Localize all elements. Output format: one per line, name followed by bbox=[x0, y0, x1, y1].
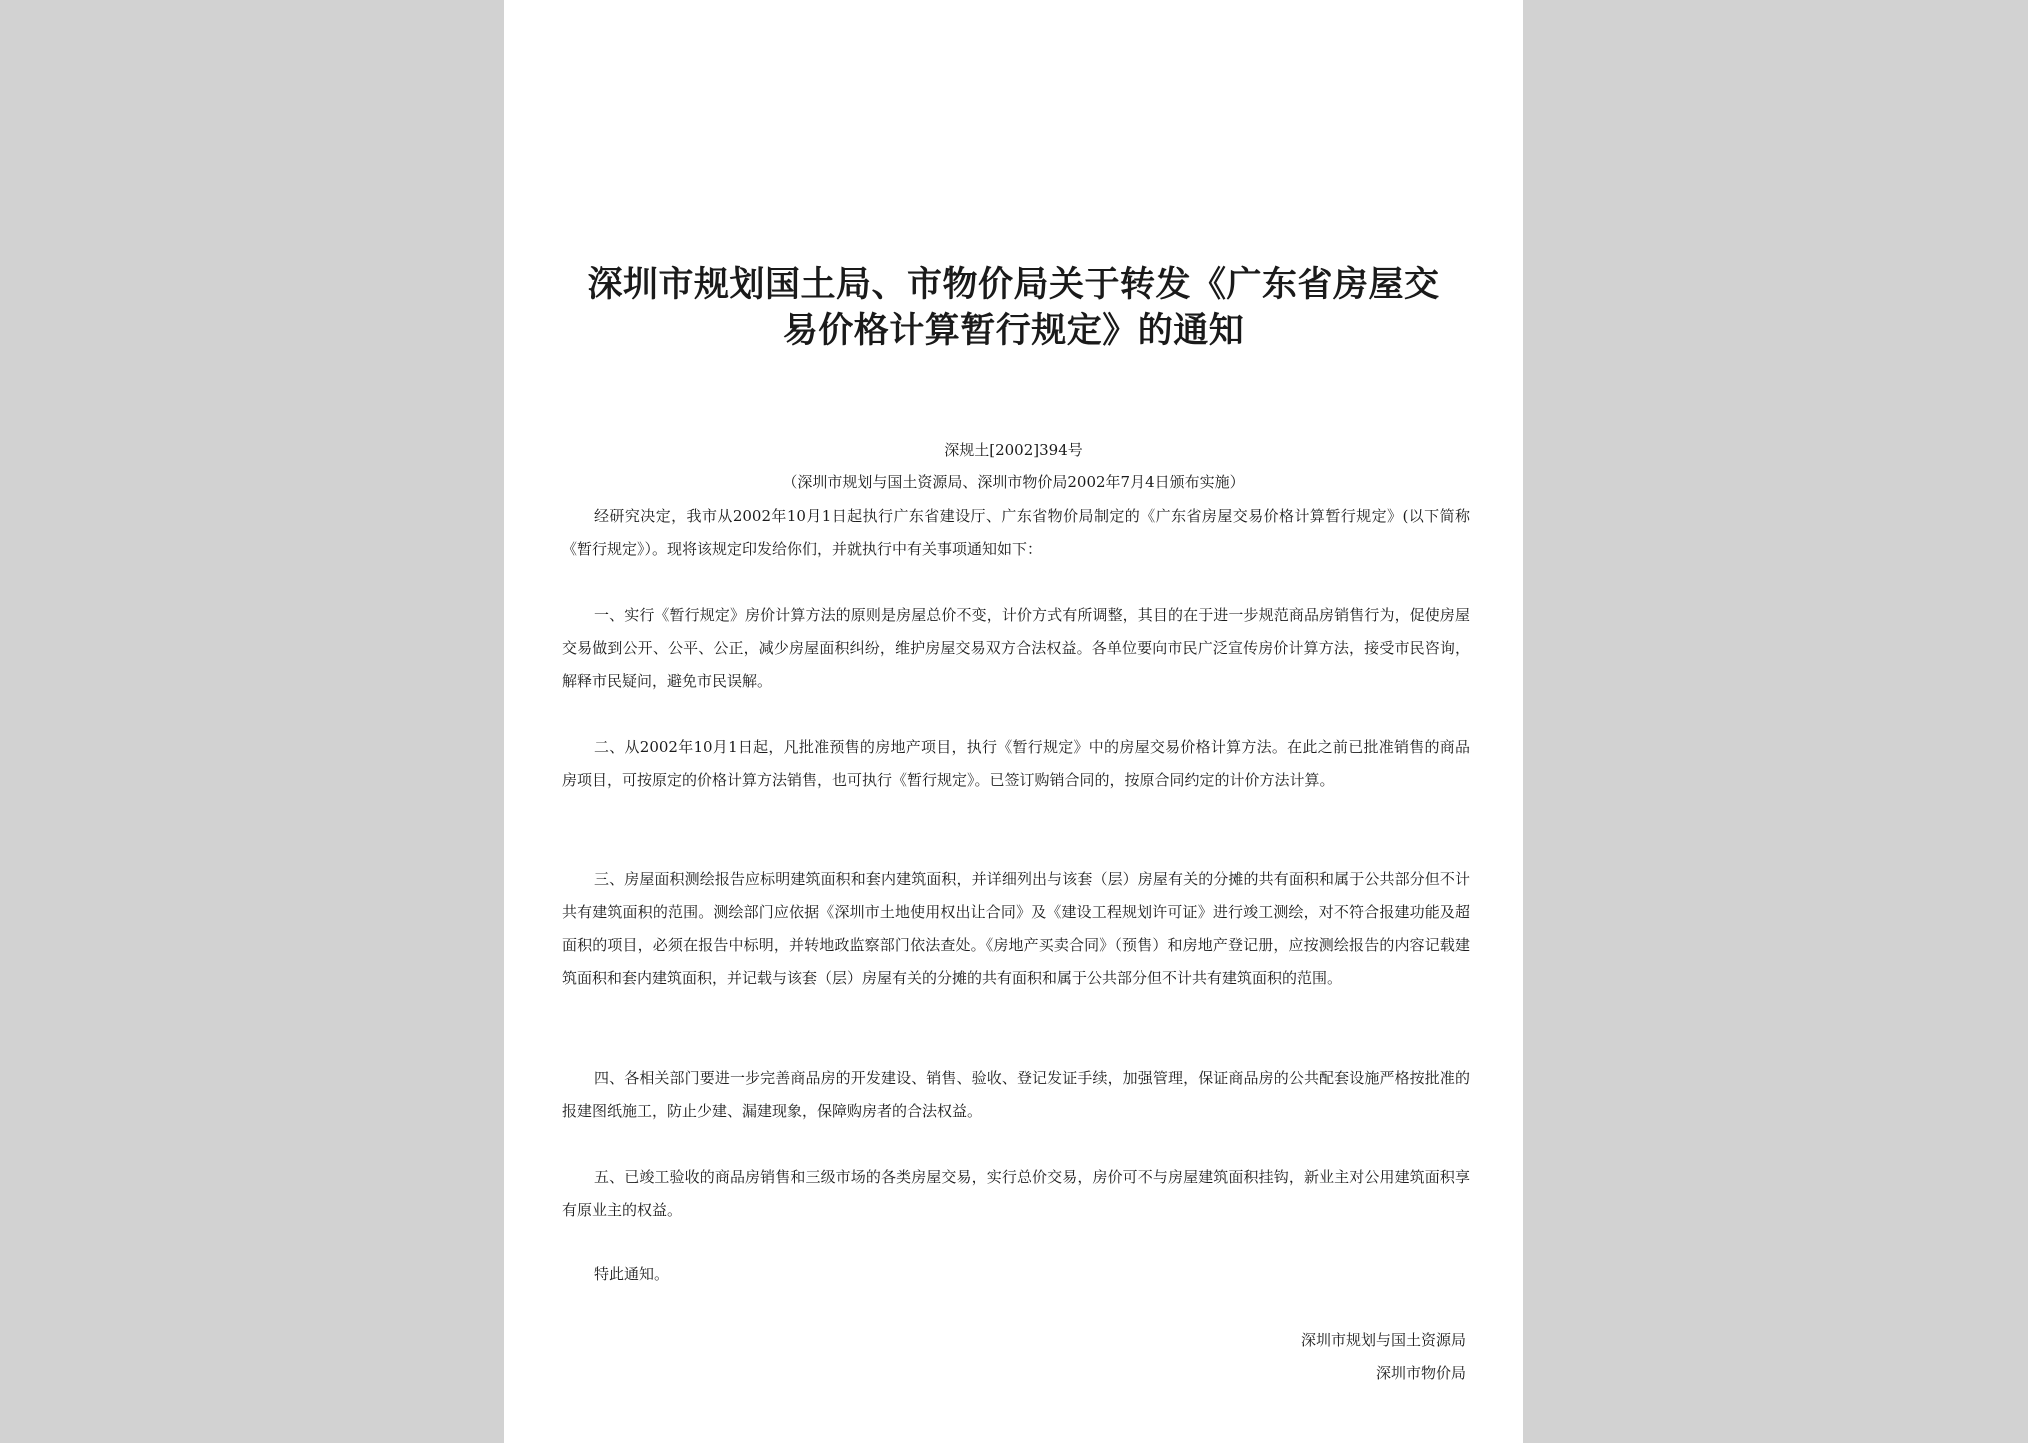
title-line-1: 深圳市规划国土局、市物价局关于转发《广东省房屋交 bbox=[587, 265, 1440, 305]
title-line-2: 易价格计算暂行规定》的通知 bbox=[782, 311, 1245, 351]
intro-paragraph: 经研究决定，我市从2002年10月1日起执行广东省建设厅、广东省物价局制定的《广东省房屋交易价格计算暂行规定》(以下简称《暂行规定》）。现将该规定印发给你们，并就执行中有关事项通知如下： bbox=[562, 507, 1470, 558]
closing-line: 特此通知。 bbox=[594, 1265, 670, 1283]
signatory-bureau-planning: 深圳市规划与国土资源局 bbox=[1300, 1331, 1466, 1349]
item-3-paragraph: 三、房屋面积测绘报告应标明建筑面积和套内建筑面积，并详细列出与该套（层）房屋有关的分摊的共有面积和属于公共部分但不计共有建筑面积的范围。测绘部门应依据《深圳市土地使用权出让合同》及《建设工程规划许可证》进行竣工测绘，对不符合报建功能及超面积的项目，必须在报告中标明，并转地政监察部门依法查处。《房地产买卖合同》（预售）和房地产登记册，应按测绘报告的内容记载建筑面积和套内建筑面积，并记载与该套（层）房屋有关的分摊的共有面积和属于公共部分但不计共有建筑面积的范围。 bbox=[562, 870, 1470, 987]
item-2-paragraph: 二、从2002年10月1日起，凡批准预售的房地产项目，执行《暂行规定》中的房屋交易价格计算方法。在此之前已批准销售的商品房项目，可按原定的价格计算方法销售，也可执行《暂行规定》。已签订购销合同的，按原合同约定的计价方法计算。 bbox=[562, 738, 1470, 789]
document-title bbox=[544, 262, 1483, 354]
item-1-paragraph: 一、实行《暂行规定》房价计算方法的原则是房屋总价不变，计价方式有所调整，其目的在于进一步规范商品房销售行为，促使房屋交易做到公开、公平、公正，减少房屋面积纠纷，维护房屋交易双方合法权益。各单位要向市民广泛宣传房价计算方法，接受市民咨询，解释市民疑问，避免市民误解。 bbox=[562, 606, 1470, 690]
document-number: 深规土[2002]394号 bbox=[944, 441, 1083, 459]
document-page bbox=[504, 0, 1523, 1443]
signatory-bureau-prices: 深圳市物价局 bbox=[1375, 1364, 1466, 1382]
item-4-paragraph: 四、各相关部门要进一步完善商品房的开发建设、销售、验收、登记发证手续，加强管理，保证商品房的公共配套设施严格按批准的报建图纸施工，防止少建、漏建现象，保障购房者的合法权益。 bbox=[562, 1069, 1470, 1120]
promulgation-note: （深圳市规划与国土资源局、深圳市物价局2002年7月4日颁布实施） bbox=[782, 473, 1245, 491]
item-5-paragraph: 五、已竣工验收的商品房销售和三级市场的各类房屋交易，实行总价交易，房价可不与房屋建筑面积挂钩，新业主对公用建筑面积享有原业主的权益。 bbox=[562, 1168, 1470, 1219]
